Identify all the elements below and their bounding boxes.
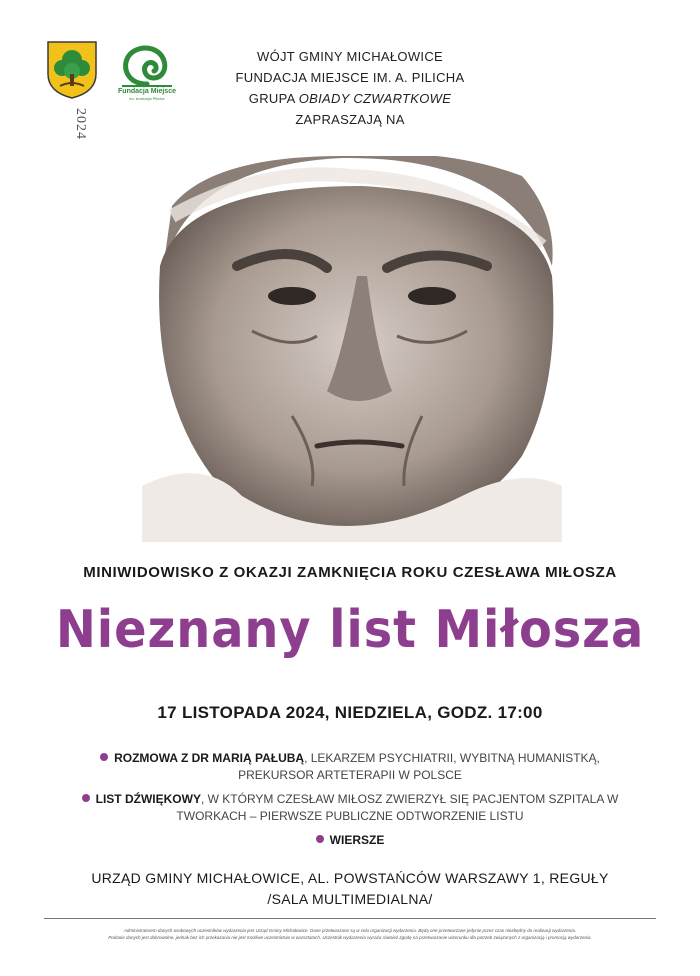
program-item-text: , LEKARZEM PSYCHIATRII, WYBITNĄ HUMANISTKĄ, (304, 751, 600, 765)
invite-line: ZAPRASZAJĄ NA (295, 112, 405, 127)
venue-address: URZĄD GMINY MICHAŁOWICE, AL. POWSTAŃCÓW WARSZAWY 1, REGUŁY (91, 870, 609, 886)
footer-divider (44, 918, 656, 919)
municipality-crest-logo (46, 40, 98, 100)
group-name: OBIADY CZWARTKOWE (298, 91, 452, 106)
program-item (60, 791, 640, 825)
program-item-text: PREKURSOR ARTETERAPII W POLSCE (238, 768, 462, 782)
program-item (60, 832, 640, 849)
bullet-icon (100, 753, 108, 761)
event-datetime: 17 LISTOPADA 2024, NIEDZIELA, GODZ. 17:00 (157, 703, 543, 722)
program-item-title: WIERSZE (329, 833, 385, 847)
bullet-icon (316, 835, 324, 843)
bullet-icon (82, 794, 90, 802)
organizers-block (200, 46, 500, 130)
foundation-logo (112, 44, 182, 106)
group-prefix: GRUPA (248, 91, 299, 106)
venue-block (0, 868, 700, 910)
foundation-logo-subtext: im. Andrzeja Pilicha (129, 96, 165, 101)
program-item-text: , W KTÓRYM CZESŁAW MIŁOSZ ZWIERZYŁ SIĘ PACJENTOM SZPITALA W (200, 792, 619, 806)
privacy-notice (40, 927, 660, 941)
privacy-notice-line: Podanie danych jest dobrowolne, jednak bez ich przekazania nie jest możliwe uczestnictwo w warsztatach. Uczestnik wydarzenia wyraża również zgodę na przetwarzanie wizerunku dla potrzeb związanych z organizacją i promocją wydarzenia. (108, 935, 592, 940)
event-title: Nieznany list Miłosza (55, 600, 645, 660)
privacy-notice-line: Administratorem danych osobowych uczestników wydarzenia jest Urząd Gminy Michałowice. Dane przetwarzane są w celu organizacji wydarzenia. Będą one przetwarzane jedynie przez czas niezbędny do realizacji wydarzenia. (123, 928, 577, 933)
program-list (60, 750, 640, 856)
organizer-line: WÓJT GMINY MICHAŁOWICE (257, 49, 443, 64)
program-item (60, 750, 640, 784)
venue-room: /SALA MULTIMEDIALNA/ (267, 891, 433, 907)
program-item-title: ROZMOWA Z DR MARIĄ PAŁUBĄ (114, 751, 305, 765)
program-item-text: TWORKACH – PIERWSZE PUBLICZNE ODTWORZENIE LISTU (176, 809, 524, 823)
program-item-title: LIST DŹWIĘKOWY (95, 792, 201, 806)
organizer-group-line (200, 88, 500, 109)
year-label: 2024 (73, 108, 88, 140)
spiral-icon (120, 44, 174, 88)
portrait-photo (142, 156, 562, 542)
event-subtitle: MINIWIDOWISKO Z OKAZJI ZAMKNIĘCIA ROKU CZESŁAWA MIŁOSZA (83, 564, 617, 581)
organizer-line: FUNDACJA MIEJSCE IM. A. PILICHA (235, 70, 465, 85)
foundation-logo-text: Fundacja Miejsce (118, 88, 176, 95)
